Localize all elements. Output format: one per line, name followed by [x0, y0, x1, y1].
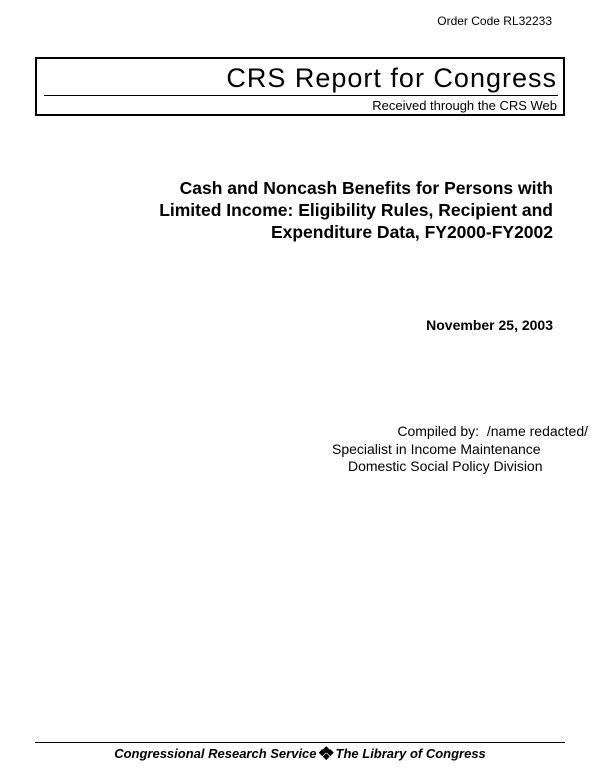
report-title-line-3: Expenditure Data, FY2000-FY2002: [270, 222, 553, 242]
division-line: Domestic Social Policy Division: [348, 458, 543, 474]
banner-subtitle: Received through the CRS Web: [372, 98, 557, 113]
author-title-line: Specialist in Income Maintenance: [332, 441, 541, 457]
report-title-line-2: Limited Income: Eligibility Rules, Recipient and: [159, 200, 553, 220]
report-banner-box: [35, 57, 565, 116]
footer-divider: [35, 742, 565, 743]
order-code: Order Code RL32233: [437, 14, 552, 28]
footer-org-right: The Library of Congress: [335, 746, 486, 762]
footer: [0, 745, 600, 761]
four-diamond-icon: [321, 747, 332, 758]
banner-title: CRS Report for Congress: [226, 63, 557, 93]
report-date: November 25, 2003: [426, 317, 553, 333]
compiled-by-line: Compiled by: /name redacted/: [397, 423, 588, 439]
report-title-line-1: Cash and Noncash Benefits for Persons with: [179, 178, 553, 198]
banner-divider: [44, 95, 558, 96]
report-title: [159, 177, 553, 243]
footer-org-left: Congressional Research Service: [114, 746, 317, 762]
